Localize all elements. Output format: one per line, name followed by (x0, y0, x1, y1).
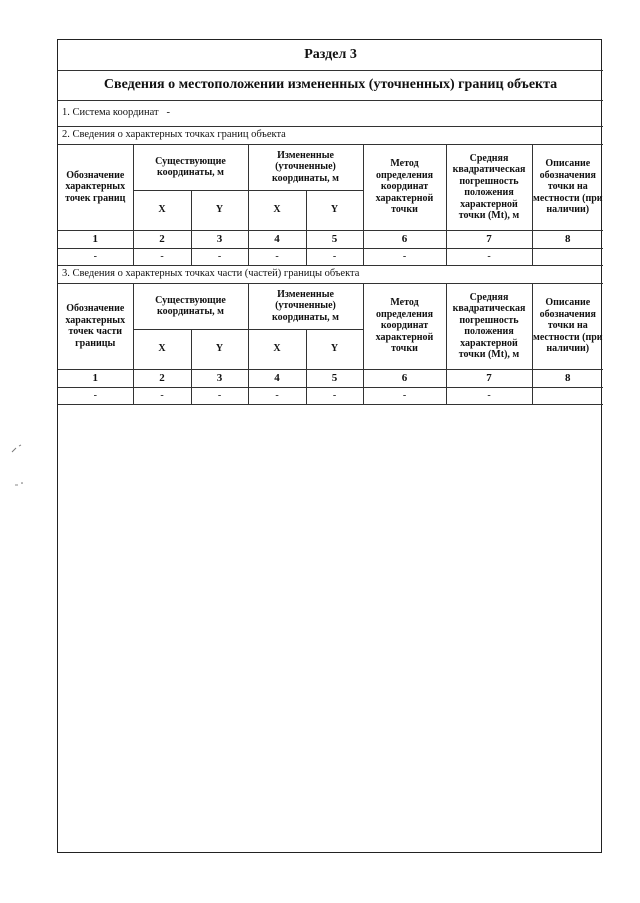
table2-caption: 3. Сведения о характерных точках части (частей) границы объекта (58, 265, 603, 283)
t2-col-number: 1 (58, 369, 133, 387)
t2-cell (532, 387, 603, 404)
t2-col-number: 5 (306, 369, 363, 387)
t1-header-designation: Обозначение характерных точек границ (58, 144, 133, 230)
t2-cell: - (248, 387, 306, 404)
form-frame (57, 39, 602, 853)
t1-cell (532, 248, 603, 265)
t1-cell: - (133, 248, 191, 265)
t1-cell: - (446, 248, 532, 265)
t1-header-method: Метод определения координат характерной точки (363, 144, 446, 230)
scan-specks (6, 440, 26, 500)
t1-cell: - (248, 248, 306, 265)
t2-header-changed: Измененные (уточненные) координаты, м (248, 283, 363, 329)
t2-cell: - (363, 387, 446, 404)
t1-cell: - (363, 248, 446, 265)
t1-col-number: 5 (306, 230, 363, 248)
t1-col-number: 4 (248, 230, 306, 248)
t1-col-number: 7 (446, 230, 532, 248)
table-row (58, 230, 603, 248)
t2-header-method: Метод определения координат характерной точки (363, 283, 446, 369)
t2-cell: - (58, 387, 133, 404)
table1-caption: 2. Сведения о характерных точках границ объекта (58, 126, 603, 144)
section-subtitle: Сведения о местоположении измененных (уточненных) границ объекта (58, 70, 603, 100)
t1-col-number: 8 (532, 230, 603, 248)
t2-header-x-changed: X (248, 329, 306, 369)
t1-cell: - (306, 248, 363, 265)
t1-header-y-existing: Y (191, 190, 248, 230)
coordinate-system-label: 1. Система координат (62, 107, 159, 118)
table-row (58, 387, 603, 404)
t2-cell: - (446, 387, 532, 404)
table-row (58, 248, 603, 265)
t1-header-error: Средняя квадратическая погрешность положения характерной точки (Mt), м (446, 144, 532, 230)
table-row (58, 369, 603, 387)
t2-col-number: 7 (446, 369, 532, 387)
t2-header-y-existing: Y (191, 329, 248, 369)
coordinate-system-value: - (166, 107, 171, 118)
t1-col-number: 3 (191, 230, 248, 248)
t2-header-description: Описание обозначения точки на местности (при наличии) (532, 283, 603, 369)
t1-cell: - (191, 248, 248, 265)
t1-cell: - (58, 248, 133, 265)
t2-header-x-existing: X (133, 329, 191, 369)
t2-header-designation: Обозначение характерных точек части границы (58, 283, 133, 369)
t2-header-y-changed: Y (306, 329, 363, 369)
t2-col-number: 6 (363, 369, 446, 387)
t1-header-y-changed: Y (306, 190, 363, 230)
form-table (58, 40, 603, 405)
t1-header-x-changed: X (248, 190, 306, 230)
t1-header-changed: Измененные (уточненные) координаты, м (248, 144, 363, 190)
t2-col-number: 2 (133, 369, 191, 387)
t2-cell: - (306, 387, 363, 404)
t2-cell: - (191, 387, 248, 404)
t1-col-number: 2 (133, 230, 191, 248)
t2-header-error: Средняя квадратическая погрешность положения характерной точки (Mt), м (446, 283, 532, 369)
coordinate-system-line (58, 100, 603, 126)
t1-header-description: Описание обозначения точки на местности (при наличии) (532, 144, 603, 230)
t1-col-number: 6 (363, 230, 446, 248)
section-title: Раздел 3 (58, 40, 603, 70)
t2-header-existing: Существующие координаты, м (133, 283, 248, 329)
t2-cell: - (133, 387, 191, 404)
t1-header-existing: Существующие координаты, м (133, 144, 248, 190)
t1-header-x-existing: X (133, 190, 191, 230)
t2-col-number: 3 (191, 369, 248, 387)
t2-col-number: 4 (248, 369, 306, 387)
t1-col-number: 1 (58, 230, 133, 248)
t2-col-number: 8 (532, 369, 603, 387)
